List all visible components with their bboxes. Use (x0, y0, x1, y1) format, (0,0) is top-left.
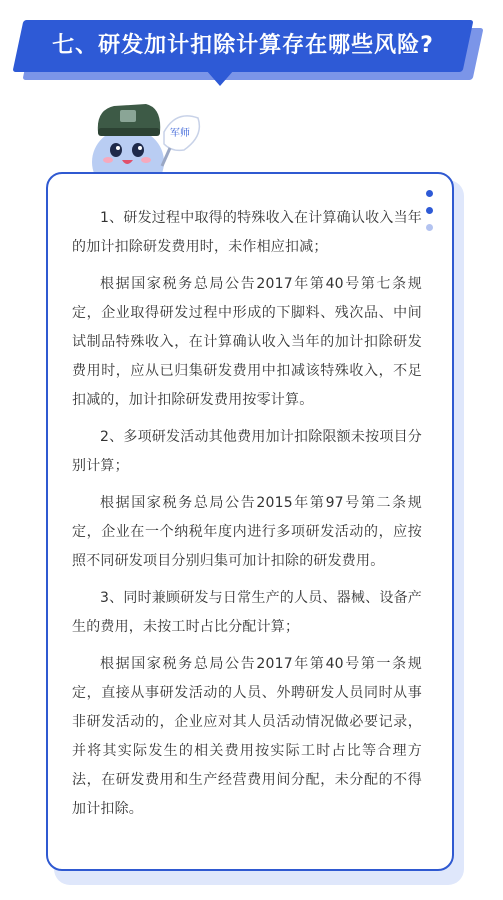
dot-icon (426, 224, 433, 231)
title-banner (18, 20, 484, 90)
paragraph-risk-1: 1、研发过程中取得的特殊收入在计算确认收入当年的加计扣除研发费用时，未作相应扣减； (72, 210, 422, 255)
paragraph-basis-2: 根据国家税务总局公告2015年第97号第二条规定，企业在一个纳税年度内进行多项研发活动的，应按照不同研发项目分别归集可加计扣除的研发费用。 (72, 495, 422, 569)
dot-icon (426, 190, 433, 197)
card-content (72, 204, 422, 832)
banner-pointer (206, 70, 234, 86)
page-title: 七、研发加计扣除计算存在哪些风险? (52, 33, 434, 58)
paragraph-risk-3: 3、同时兼顾研发与日常生产的人员、器械、设备产生的费用，未按工时占比分配计算； (72, 590, 422, 635)
mascot-badge-text: 军师 (170, 128, 190, 139)
decorative-dots (426, 190, 438, 241)
dot-icon (426, 207, 433, 214)
paragraph-risk-2: 2、多项研发活动其他费用加计扣除限额未按项目分别计算； (72, 429, 422, 474)
mascot-illustration (80, 92, 220, 182)
content-card (46, 172, 454, 871)
paragraph-basis-1: 根据国家税务总局公告2017年第40号第七条规定，企业取得研发过程中形成的下脚料、残次品、中间试制品特殊收入，在计算确认收入当年的加计扣除研发费用时，应从已归集研发费用中扣减该特殊收入，不足扣减的，加计扣除研发费用按零计算。 (72, 276, 422, 408)
paragraph-basis-3: 根据国家税务总局公告2017年第40号第一条规定，直接从事研发活动的人员、外聘研发人员同时从事非研发活动的，企业应对其人员活动情况做必要记录，并将其实际发生的相关费用按实际工时占比等合理方法，在研发费用和生产经营费用间分配，未分配的不得加计扣除。 (72, 656, 422, 817)
